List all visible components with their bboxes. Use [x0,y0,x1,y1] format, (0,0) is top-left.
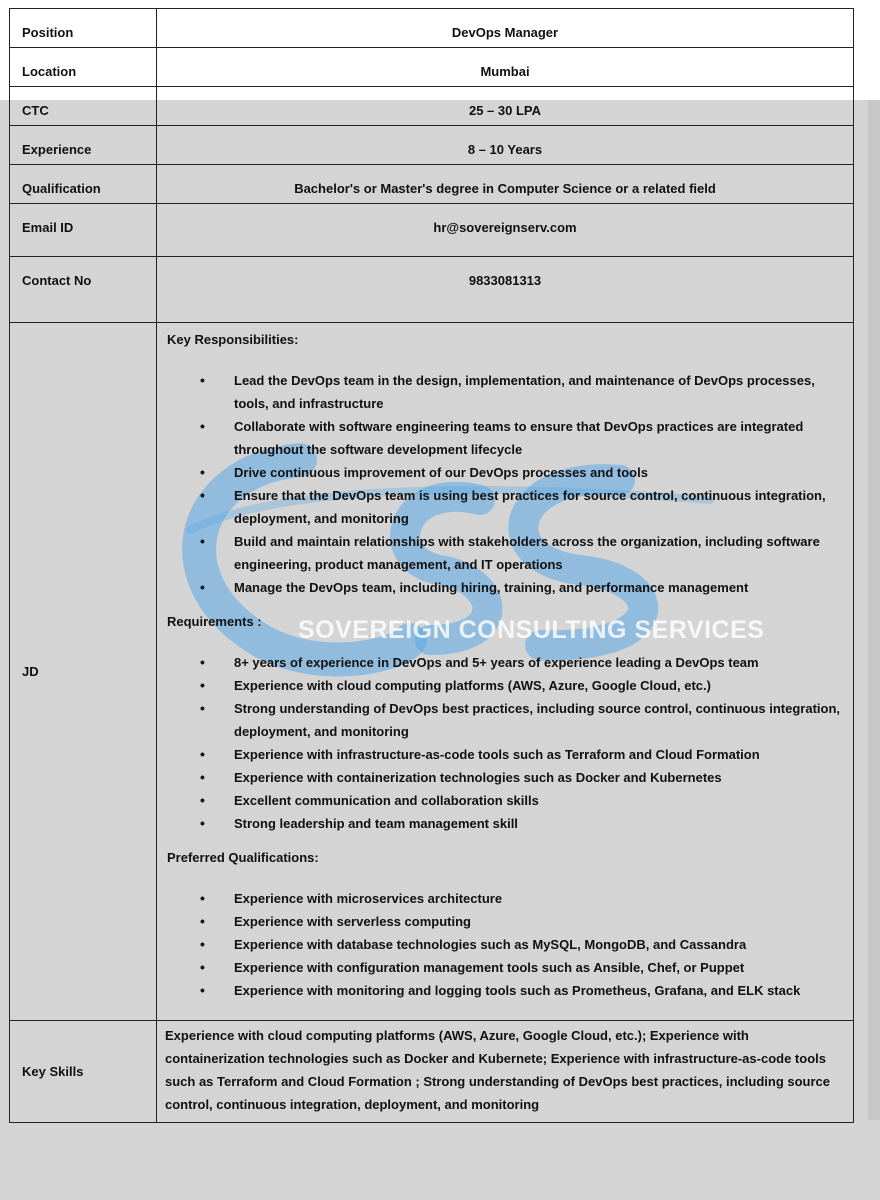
location-value: Mumbai [157,48,854,87]
bullet-icon: • [200,959,205,975]
list-item: • Strong understanding of DevOps best practices, including source control, continuous integration, deployment, and monitoring [167,697,843,743]
list-item: • Experience with monitoring and logging tools such as Prometheus, Grafana, and ELK stack [167,979,843,1002]
page-gray-edge [868,100,880,1120]
experience-row [10,126,854,165]
key-skills-value: Experience with cloud computing platforms (AWS, Azure, Google Cloud, etc.); Experience with containerization technologies such as Docker and Kubernete; Experience with infrastructure-as-code tools such as Terraform and Cloud Formation ; Strong understanding of DevOps best practices, including source control, continuous integration, deployment, and monitoring [157,1021,854,1123]
qualification-label: Qualification [10,165,157,204]
bullet-icon: • [200,654,205,670]
bullet-icon: • [200,815,205,831]
email-row [10,204,854,257]
ctc-row [10,87,854,126]
email-label: Email ID [10,204,157,257]
contact-label: Contact No [10,257,157,323]
list-item: • Experience with serverless computing [167,910,843,933]
bullet-icon: • [200,890,205,906]
bullet-icon: • [200,913,205,929]
email-value[interactable]: hr@sovereignserv.com [157,204,854,257]
preferred-list [167,887,843,1002]
experience-label: Experience [10,126,157,165]
list-item: • Excellent communication and collaboration skills [167,789,843,812]
watermark-company-name: SOVEREIGN CONSULTING SERVICES [298,616,765,644]
list-item: • Experience with database technologies such as MySQL, MongoDB, and Cassandra [167,933,843,956]
ctc-label: CTC [10,87,157,126]
list-item: • Manage the DevOps team, including hiring, training, and performance management [167,576,843,599]
list-item: • Build and maintain relationships with stakeholders across the organization, including software engineering, product management, and IT operations [167,530,843,576]
bullet-icon: • [200,677,205,693]
contact-value: 9833081313 [157,257,854,323]
list-item: • Lead the DevOps team in the design, implementation, and maintenance of DevOps processes, tools, and infrastructure [167,369,843,415]
responsibilities-heading: Key Responsibilities: [167,332,299,347]
bullet-icon: • [200,372,205,388]
bullet-icon: • [200,579,205,595]
bullet-icon: • [200,936,205,952]
jd-content [157,323,854,1021]
bullet-icon: • [200,418,205,434]
bullet-icon: • [200,746,205,762]
list-item: • Strong leadership and team management skill [167,812,843,835]
requirements-heading: Requirements : [167,614,262,629]
bullet-icon: • [200,487,205,503]
list-item: • 8+ years of experience in DevOps and 5+ years of experience leading a DevOps team [167,651,843,674]
position-value: DevOps Manager [157,9,854,48]
list-item: • Ensure that the DevOps team is using best practices for source control, continuous integration, deployment, and monitoring [167,484,843,530]
key-skills-label: Key Skills [10,1021,157,1123]
contact-row [10,257,854,323]
position-label: Position [10,9,157,48]
list-item: • Collaborate with software engineering teams to ensure that DevOps practices are integrated throughout the software development lifecycle [167,415,843,461]
bullet-icon: • [200,982,205,998]
list-item: • Drive continuous improvement of our DevOps processes and tools [167,461,843,484]
jd-row [10,323,854,1021]
list-item: • Experience with cloud computing platforms (AWS, Azure, Google Cloud, etc.) [167,674,843,697]
preferred-heading: Preferred Qualifications: [167,850,319,865]
bullet-icon: • [200,769,205,785]
responsibilities-list [167,369,843,599]
position-row [10,9,854,48]
list-item: • Experience with microservices architecture [167,887,843,910]
experience-value: 8 – 10 Years [157,126,854,165]
key-skills-row [10,1021,854,1123]
requirements-list [167,651,843,835]
qualification-value: Bachelor's or Master's degree in Computer Science or a related field [157,165,854,204]
list-item: • Experience with configuration management tools such as Ansible, Chef, or Puppet [167,956,843,979]
bullet-icon: • [200,464,205,480]
location-label: Location [10,48,157,87]
list-item: • Experience with containerization technologies such as Docker and Kubernetes [167,766,843,789]
location-row [10,48,854,87]
list-item: • Experience with infrastructure-as-code tools such as Terraform and Cloud Formation [167,743,843,766]
qualification-row [10,165,854,204]
job-description-table [9,8,854,1123]
bullet-icon: • [200,533,205,549]
ctc-value: 25 – 30 LPA [157,87,854,126]
bullet-icon: • [200,792,205,808]
bullet-icon: • [200,700,205,716]
jd-label: JD [10,323,157,1021]
